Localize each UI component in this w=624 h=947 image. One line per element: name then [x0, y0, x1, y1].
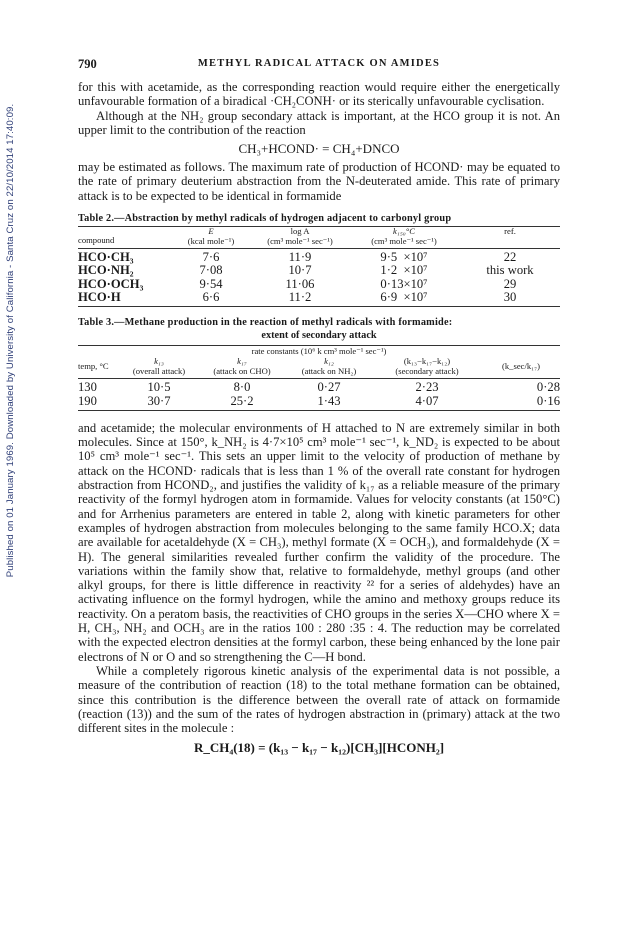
col-compound-header: compound	[78, 235, 115, 246]
table-3-caption: Table 3.—Methane production in the reaction of methyl radicals with formamide:	[78, 317, 453, 329]
table-cell: 8·0	[233, 380, 251, 395]
table-row	[78, 278, 560, 291]
col-loga-header: log A (cm³ mole⁻¹ sec⁻¹)	[267, 226, 333, 246]
table-2	[78, 213, 560, 307]
table-cell: 30·7	[147, 393, 171, 408]
table-cell: 7·08	[199, 263, 223, 278]
equation-1: CH₃+HCOND· = CH₄+DNCO	[238, 141, 400, 157]
running-head	[78, 57, 560, 73]
publication-stamp: Published on 01 January 1969. Downloaded by University of California - Santa Cruz on 22/10/2014 17:40:09.	[5, 103, 17, 577]
table-cell: this work	[486, 263, 534, 278]
col-k12-header: k₁₂ (attack on NH₂)	[301, 356, 357, 376]
table-cell: 7·6	[202, 250, 220, 265]
paragraph-5: While a completely rigorous kinetic analysis of the experimental data is not possible, a measure of the contribution of reaction (18) to the total methane formation can be obtained, since this contribution is the difference between the overall rate of attack on formamide (reaction (13)) and the sum of the rates of hydrogen abstraction in (primary) attack at the two different sites in the molecule :	[78, 663, 560, 736]
table-cell: 10·5	[147, 380, 171, 395]
table-cell: 22	[503, 250, 517, 265]
table-cell: 10·7	[288, 263, 312, 278]
table-cell: 0·16	[536, 393, 560, 408]
table-row	[78, 264, 560, 277]
table-cell: 0·27	[317, 380, 341, 395]
table-cell: 9·54	[199, 276, 223, 291]
table-cell: 130	[78, 380, 97, 395]
table-cell: 1·43	[317, 393, 341, 408]
table-cell: HCO·H	[78, 289, 121, 304]
table-cell: 6·6	[202, 289, 220, 304]
table-row	[78, 381, 560, 394]
paragraph-3: may be estimated as follows. The maximum rate of production of HCOND· may be equated to the rate of primary deuterium abstraction from the N-deuterated amide. This rate of primary attack is to be expected to be identical in formamide	[78, 160, 560, 203]
table-cell: 11·06	[285, 276, 315, 291]
col-sec-header: (k₁₃−k₁₇−k₁₂) (secondary attack)	[395, 356, 459, 376]
table-cell: 0·13×10⁷	[380, 276, 428, 291]
table-cell: 11·9	[288, 250, 312, 265]
table-row	[78, 251, 560, 264]
table-cell: 9·5 ×10⁷	[380, 250, 428, 265]
table-row	[78, 395, 560, 408]
table-cell: 25·2	[230, 393, 254, 408]
col-k13-header: k₁₃ (overall attack)	[132, 356, 186, 376]
col-k17-header: k₁₇ (attack on CHO)	[213, 356, 271, 376]
equation-2: R_CH₄(18) = (k₁₃ − k₁₇ − k₁₂)[CH₃][HCONH₂]	[193, 740, 445, 756]
table-2-header-row	[78, 227, 560, 248]
table-3-subcaption: extent of secondary attack	[261, 330, 377, 342]
table-2-caption: Table 2.—Abstraction by methyl radicals of hydrogen adjacent to carbonyl group	[78, 213, 452, 225]
paragraph-1: for this with acetamide, as the corresponding reaction would require either the energetically unfavourable formation of a biradical ·CH₂CONH· or its sterically unfavourable cyclisation.	[78, 80, 560, 109]
table-cell: 1·2 ×10⁷	[380, 263, 428, 278]
table-cell: HCO·CH₃	[78, 250, 134, 265]
table-cell: 0·28	[536, 380, 560, 395]
table-rule	[78, 248, 560, 249]
col-k-header: k₁₅₀°C (cm³ mole⁻¹ sec⁻¹)	[371, 226, 437, 246]
table-cell: 29	[503, 276, 517, 291]
col-ratio-header: (k_sec/k₁₇)	[502, 361, 540, 372]
table-cell: 11·2	[288, 289, 312, 304]
table-row	[78, 291, 560, 304]
page-number: 790	[78, 57, 97, 71]
table-cell: 4·07	[415, 393, 439, 408]
table-cell: HCO·OCH₃	[78, 276, 144, 291]
rate-constants-header: rate constants (10⁶ k cm³ mole⁻¹ sec⁻¹)	[251, 346, 387, 357]
table-cell: 2·23	[415, 380, 439, 395]
table-cell: HCO·NH₂	[78, 263, 134, 278]
table-3	[78, 317, 560, 411]
table-cell: 30	[503, 289, 517, 304]
col-temp-header: temp, °C	[78, 361, 109, 372]
table-3-header-row	[78, 357, 560, 378]
paragraph-2: Although at the NH₂ group secondary attack is important, at the HCO group it is not. An upper limit to the contribution of the reaction	[78, 108, 560, 137]
table-rule	[78, 378, 560, 379]
running-title: METHYL RADICAL ATTACK ON AMIDES	[197, 58, 441, 69]
page-body	[78, 57, 560, 755]
paragraph-4: and acetamide; the molecular environments of H attached to N are extremely similar in both molecules. Since at 150°, k_NH₂ is 4·7×10⁵ cm³ mole⁻¹ sec⁻¹, k_ND₂ is expected to be about 10⁵ cm³ mole⁻¹ sec⁻¹. This sets an upper limit to the velocity of production of methane by attack on the HCOND· radicals that is less than 1 % of the overall rate constant for hydrogen abstraction from HCOND₂, and justifies the validity of k₁₇ as a reliable measure of the primary reactivity of the formyl hydrogen atom in formamide. Values for velocity constants (at 150°C) and for Arrhenius parameters are entered in table 2, along with kinetic parameters for other examples of hydrogen abstraction from molecules belonging to the same family HCO.X; data are available for acetaldehyde (X = CH₃), methyl formate (X = OCH₃), and formaldehyde (X = H). The general similarities revealed further confirm the validity of the procedure. The variations within the family show that, relative to formaldehyde, methyl groups (and other alkyl groups, for there is little difference in reactivity ²² for a series of aldehydes) have an activating influence on the formyl hydrogen, while the amino and methoxy groups reduce its reactivity. On a peratom basis, the reactivities of CHO groups in the series X—CHO where X = H, CH₃, NH₂ and OCH₃ are in the ratios 100 : 280 :35 : 4. The reduction may be correlated with the expected electron densities at the formyl carbon, these being enhanced by the lone pair electrons of N or O and so strengthening the C—H bond.	[78, 420, 560, 664]
table-cell: 190	[78, 393, 97, 408]
col-ref-header: ref.	[504, 226, 516, 237]
col-e-header: E (kcal mole⁻¹)	[187, 226, 235, 246]
table-cell: 6·9 ×10⁷	[380, 289, 428, 304]
